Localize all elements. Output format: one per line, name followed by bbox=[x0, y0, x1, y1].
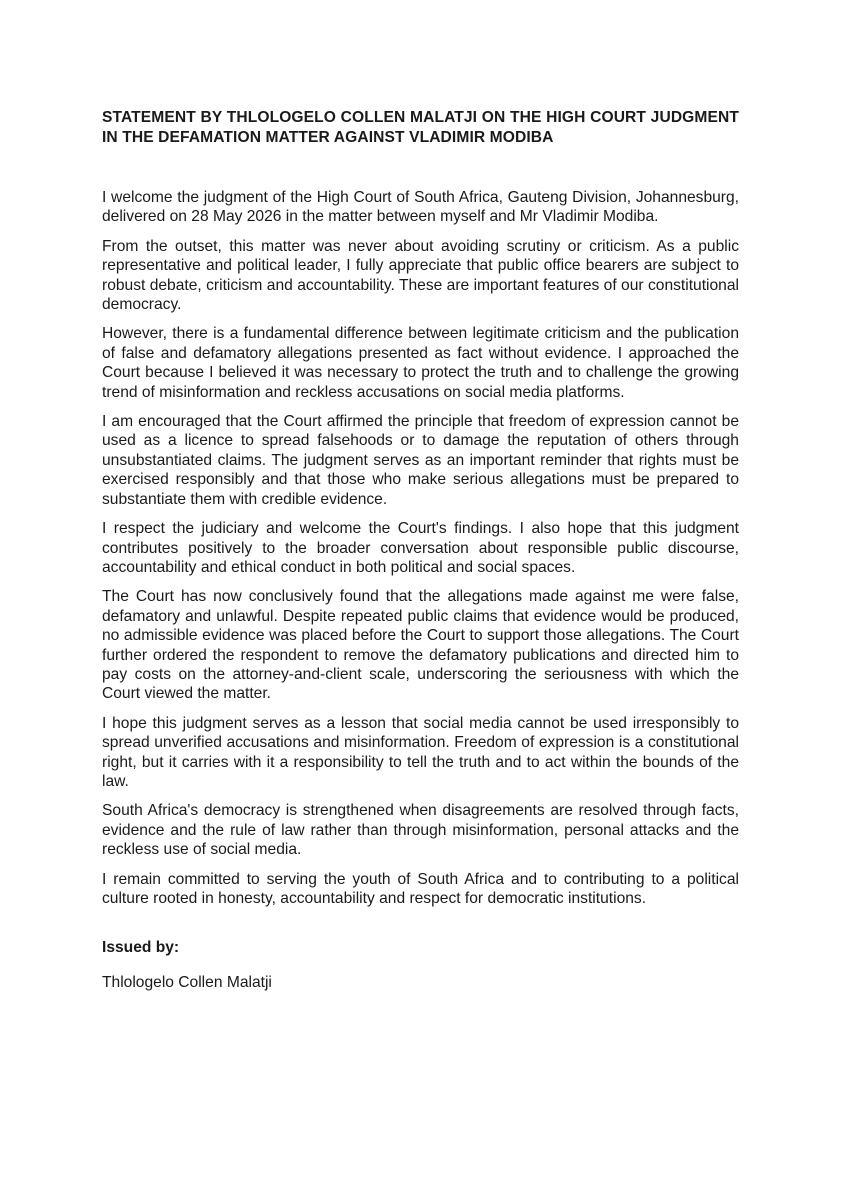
paragraph-welcome-judgment: I welcome the judgment of the High Court of South Africa, Gauteng Division, Johannesburg, delivered on 28 May 2026 in the matter between myself and Mr Vladimir Modiba. bbox=[102, 189, 739, 226]
paragraph-respect-judiciary: I respect the judiciary and welcome the Court's findings. I also hope that this judgment contributes positively to the broader conversation about responsible public discourse, accountability and ethical conduct in both political and social spaces. bbox=[102, 520, 739, 576]
paragraph-commitment: I remain committed to serving the youth of South Africa and to contributing to a political culture rooted in honesty, accountability and respect for democratic institutions. bbox=[102, 870, 739, 907]
paragraph-criticism-vs-defamation: However, there is a fundamental difference between legitimate criticism and the publication of false and defamatory allegations presented as fact without evidence. I approached the Court because I believed it was necessary to protect the truth and to challenge the growing trend of misinformation and reckless accusations on social media platforms. bbox=[102, 325, 739, 401]
paragraph-social-media-lesson: I hope this judgment serves as a lesson that social media cannot be used irresponsibly to spread unverified accusations and misinformation. Freedom of expression is a constitutional right, but it carries with it a responsibility to tell the truth and to act within the bounds of the law. bbox=[102, 714, 739, 790]
issuer-name: Thlologelo Collen Malatji bbox=[102, 974, 272, 992]
issued-by-label: Issued by: bbox=[102, 939, 180, 957]
statement-title: STATEMENT BY THLOLOGELO COLLEN MALATJI ON THE HIGH COURT JUDGMENT IN THE DEFAMATION MATTER AGAINST VLADIMIR MODIBA bbox=[102, 109, 739, 146]
paragraph-freedom-of-expression: I am encouraged that the Court affirmed the principle that freedom of expression cannot be used as a licence to spread falsehoods or to damage the reputation of others through unsubstantiated claims. The judgment serves as an important reminder that rights must be exercised responsibly and that those who make serious allegations must be prepared to substantiate them with credible evidence. bbox=[102, 413, 739, 508]
paragraph-court-findings: The Court has now conclusively found that the allegations made against me were false, defamatory and unlawful. Despite repeated public claims that evidence would be produced, no admissible evidence was placed before the Court to support those allegations. The Court further ordered the respondent to remove the defamatory publications and directed him to pay costs on the attorney-and-client scale, underscoring the seriousness with which the Court viewed the matter. bbox=[102, 588, 739, 703]
statement-document bbox=[102, 108, 739, 993]
paragraph-democracy: South Africa's democracy is strengthened when disagreements are resolved through facts, evidence and the rule of law rather than through misinformation, personal attacks and the reckless use of social media. bbox=[102, 802, 739, 859]
paragraph-scrutiny: From the outset, this matter was never about avoiding scrutiny or criticism. As a public representative and political leader, I fully appreciate that public office bearers are subject to robust debate, criticism and accountability. These are important features of our constitutional democracy. bbox=[102, 237, 739, 314]
